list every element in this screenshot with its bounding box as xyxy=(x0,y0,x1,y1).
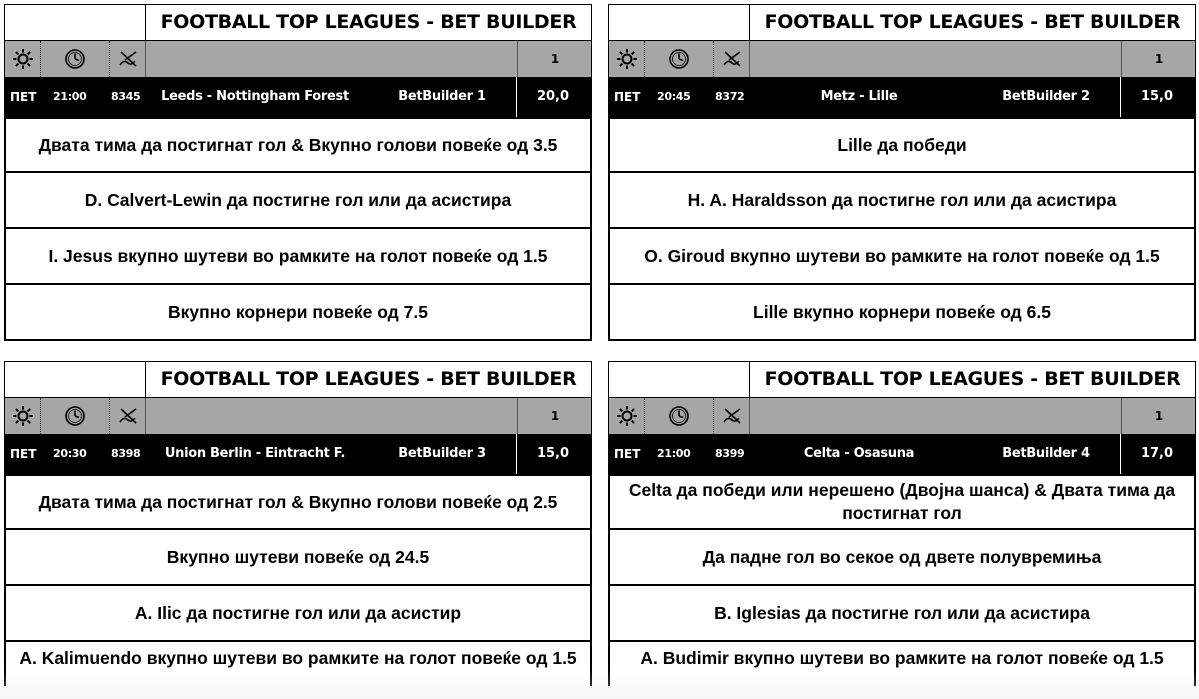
no-writing-icon xyxy=(110,41,146,77)
odds-value[interactable]: 15,0 xyxy=(536,446,570,461)
sun-icon xyxy=(5,41,41,77)
column-number: 1 xyxy=(517,398,592,434)
match-time: 21:00 xyxy=(53,90,87,103)
icon-header-row xyxy=(4,41,592,77)
betbuilder-label: BetBuilder 2 xyxy=(1002,89,1090,104)
clock-icon xyxy=(645,398,714,434)
title-blank-cell xyxy=(608,361,750,398)
icon-header-row xyxy=(4,398,592,434)
betbuilder-label: BetBuilder 1 xyxy=(398,89,486,104)
card-title: FOOTBALL TOP LEAGUES - BET BUILDER xyxy=(145,4,592,41)
selection-2: H. A. Haraldsson да постигне гол или да асистира xyxy=(608,173,1196,229)
card-title-row xyxy=(4,4,592,41)
match-day: ПЕТ xyxy=(614,90,641,104)
clock-icon xyxy=(645,41,714,77)
odds-value[interactable]: 17,0 xyxy=(1140,446,1174,461)
selection-2: D. Calvert-Lewin да постигне гол или да асистира xyxy=(4,173,592,229)
match-day: ПЕТ xyxy=(10,447,37,461)
icon-header-row xyxy=(608,41,1196,77)
match-code: 8399 xyxy=(715,447,745,460)
match-row[interactable] xyxy=(608,77,1196,117)
selection-4: A. Kalimuendo вкупно шутеви во рамките на голот повеќе од 1.5 xyxy=(4,642,592,686)
clock-icon xyxy=(41,41,110,77)
sun-icon xyxy=(609,41,645,77)
selection-1: Lille да победи xyxy=(608,117,1196,173)
match-row[interactable] xyxy=(4,77,592,117)
match-teams: Union Berlin - Eintracht F. xyxy=(164,446,346,461)
selection-3: I. Jesus вкупно шутеви во рамките на голот повеќе од 1.5 xyxy=(4,229,592,285)
match-time: 21:00 xyxy=(657,447,691,460)
icon-header-row xyxy=(608,398,1196,434)
match-code: 8372 xyxy=(715,90,745,103)
no-writing-icon xyxy=(110,398,146,434)
selection-1: Двата тима да постигнат гол & Вкупно голови повеќе од 2.5 xyxy=(4,474,592,530)
match-code: 8345 xyxy=(111,90,141,103)
card-title: FOOTBALL TOP LEAGUES - BET BUILDER xyxy=(749,361,1196,398)
selection-4: A. Budimir вкупно шутеви во рамките на голот повеќе од 1.5 xyxy=(608,642,1196,686)
card-title: FOOTBALL TOP LEAGUES - BET BUILDER xyxy=(749,4,1196,41)
selection-4: Вкупно корнери повеќе од 7.5 xyxy=(4,285,592,341)
title-blank-cell xyxy=(608,4,750,41)
selection-3: A. Ilic да постигне гол или да асистир xyxy=(4,586,592,642)
odds-value[interactable]: 20,0 xyxy=(536,89,570,104)
column-number: 1 xyxy=(1121,398,1196,434)
card-title-row xyxy=(608,361,1196,398)
column-number: 1 xyxy=(517,41,592,77)
match-time: 20:30 xyxy=(53,447,87,460)
match-teams: Leeds - Nottingham Forest xyxy=(161,89,349,104)
match-code: 8398 xyxy=(111,447,141,460)
card-title-row xyxy=(608,4,1196,41)
bet-card-2 xyxy=(608,4,1196,341)
no-writing-icon xyxy=(714,398,750,434)
no-writing-icon xyxy=(714,41,750,77)
match-teams: Metz - Lille xyxy=(820,89,898,104)
title-blank-cell xyxy=(4,361,146,398)
column-number: 1 xyxy=(1121,41,1196,77)
title-blank-cell xyxy=(4,4,146,41)
bet-card-1 xyxy=(4,4,592,341)
match-day: ПЕТ xyxy=(10,90,37,104)
selection-2: Да падне гол во секое од двете полувремиња xyxy=(608,530,1196,586)
match-time: 20:45 xyxy=(657,90,691,103)
selection-1: Celta да победи или нерешено (Двојна шанса) & Двата тима да постигнат гол xyxy=(608,474,1196,530)
selection-2: Вкупно шутеви повеќе од 24.5 xyxy=(4,530,592,586)
card-title-row xyxy=(4,361,592,398)
sun-icon xyxy=(5,398,41,434)
betbuilder-label: BetBuilder 3 xyxy=(398,446,486,461)
match-row[interactable] xyxy=(4,434,592,474)
card-title: FOOTBALL TOP LEAGUES - BET BUILDER xyxy=(145,361,592,398)
clock-icon xyxy=(41,398,110,434)
bet-card-4 xyxy=(608,361,1196,686)
selection-4: Lille вкупно корнери повеќе од 6.5 xyxy=(608,285,1196,341)
sun-icon xyxy=(609,398,645,434)
bet-card-3 xyxy=(4,361,592,686)
betbuilder-label: BetBuilder 4 xyxy=(1002,446,1090,461)
match-day: ПЕТ xyxy=(614,447,641,461)
selection-1: Двата тима да постигнат гол & Вкупно голови повеќе од 3.5 xyxy=(4,117,592,173)
selection-3: O. Giroud вкупно шутеви во рамките на голот повеќе од 1.5 xyxy=(608,229,1196,285)
selection-3: B. Iglesias да постигне гол или да асистира xyxy=(608,586,1196,642)
match-teams: Celta - Osasuna xyxy=(803,446,915,461)
odds-value[interactable]: 15,0 xyxy=(1140,89,1174,104)
match-row[interactable] xyxy=(608,434,1196,474)
